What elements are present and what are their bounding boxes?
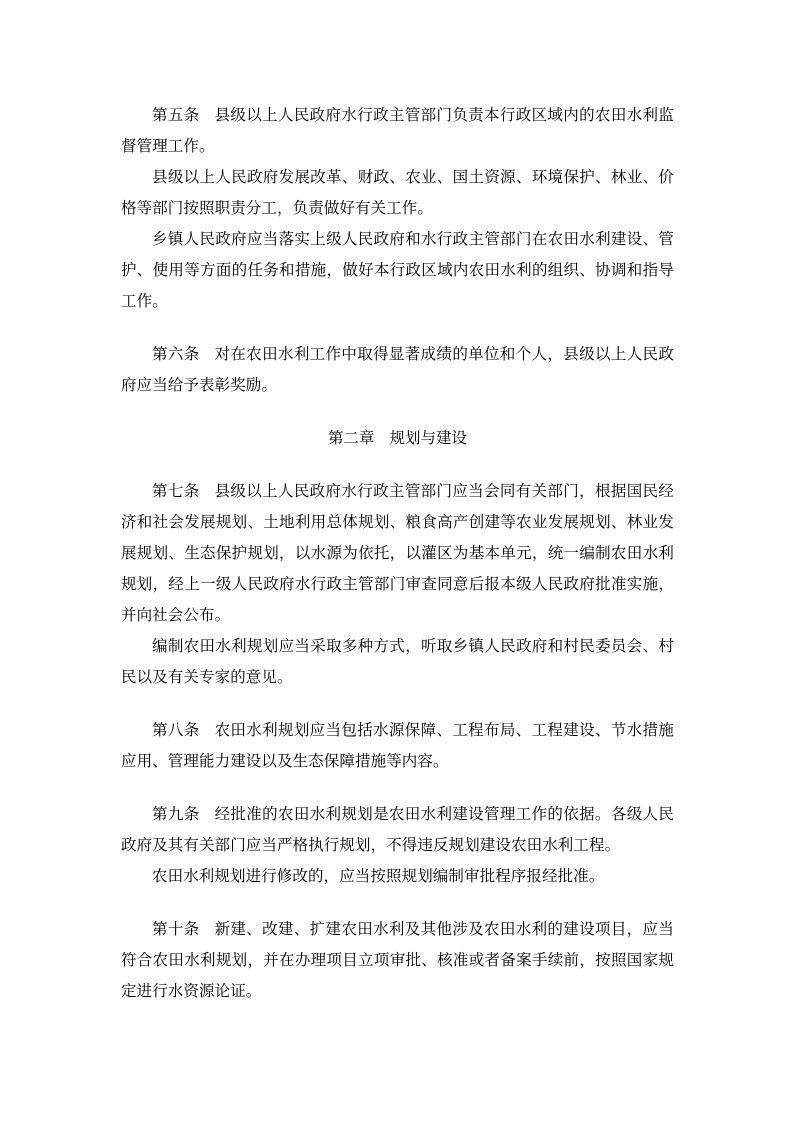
article-number: 第六条	[152, 345, 200, 363]
article-text: 县级以上人民政府水行政主管部门应当会同有关部门，根据国民经济和社会发展规划、土地利用总体规划、粮食高产创建等农业发展规划、林业发展规划、生态保护规划，以水源为依托，以灌区为基本单元，统一编制农田水利规划，经上一级人民政府水行政主管部门审查同意后报本级人民政府批准实施，并向社会公布。	[121, 482, 674, 624]
article-9	[121, 799, 674, 892]
article-paragraph	[121, 100, 674, 162]
article-number: 第七条	[152, 482, 200, 500]
chapter-title: 规划与建设	[389, 429, 468, 447]
article-paragraph: 编制农田水利规划应当采取多种方式，听取乡镇人民政府和村民委员会、村民以及有关专家的意见。	[121, 637, 674, 686]
article-6	[121, 339, 674, 401]
article-paragraph: 农田水利规划进行修改的，应当按照规划编制审批程序报经批准。	[152, 867, 605, 885]
article-7	[121, 476, 674, 693]
article-number: 第八条	[152, 721, 200, 739]
article-paragraph	[121, 799, 674, 861]
article-paragraph: 县级以上人民政府发展改革、财政、农业、国土资源、环境保护、林业、价格等部门按照职责分工，负责做好有关工作。	[121, 168, 674, 217]
article-number: 第五条	[152, 106, 200, 124]
article-paragraph	[121, 339, 674, 401]
article-paragraph	[121, 914, 674, 1007]
chapter-number: 第二章	[327, 429, 375, 447]
document-body	[121, 100, 674, 1029]
article-10	[121, 914, 674, 1007]
article-text: 县级以上人民政府水行政主管部门负责本行政区域内的农田水利监督管理工作。	[121, 106, 674, 155]
article-number: 第九条	[152, 805, 200, 823]
article-paragraph	[121, 715, 674, 777]
article-text: 对在农田水利工作中取得显著成绩的单位和个人，县级以上人民政府应当给予表彰奖励。	[121, 345, 674, 394]
article-text: 新建、改建、扩建农田水利及其他涉及农田水利的建设项目，应当符合农田水利规划，并在办理项目立项审批、核准或者备案手续前，按照国家规定进行水资源论证。	[121, 920, 674, 1000]
article-number: 第十条	[152, 920, 200, 938]
article-8	[121, 715, 674, 777]
article-paragraph	[121, 476, 674, 631]
article-paragraph: 乡镇人民政府应当落实上级人民政府和水行政主管部门在农田水利建设、管护、使用等方面的任务和措施，做好本行政区域内农田水利的组织、协调和指导工作。	[121, 230, 674, 310]
article-text: 经批准的农田水利规划是农田水利建设管理工作的依据。各级人民政府及其有关部门应当严格执行规划，不得违反规划建设农田水利工程。	[121, 805, 674, 854]
article-text: 农田水利规划应当包括水源保障、工程布局、工程建设、节水措施应用、管理能力建设以及生态保障措施等内容。	[121, 721, 674, 770]
chapter-heading	[121, 423, 674, 454]
article-5	[121, 100, 674, 317]
